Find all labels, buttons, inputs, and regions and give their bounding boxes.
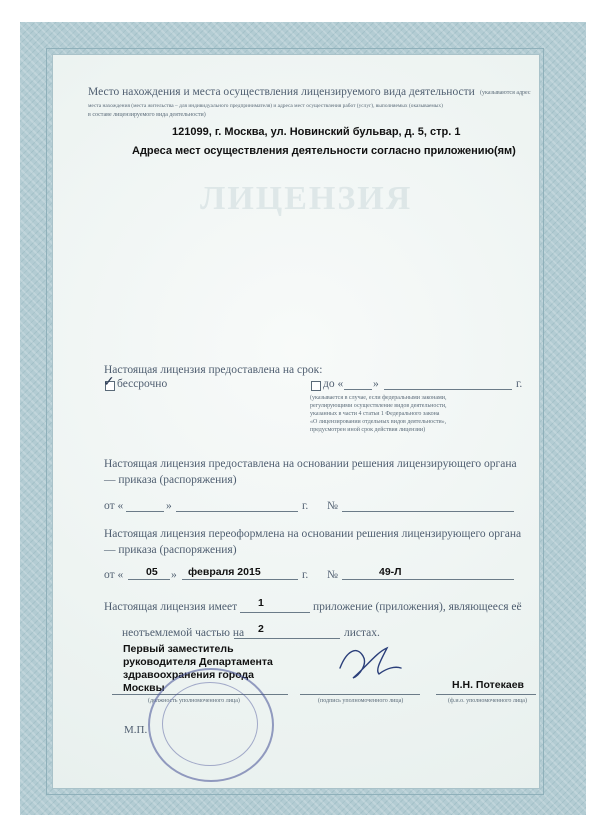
reissue-from-prefix: от « — [104, 569, 124, 581]
reissue-month-year: февраля 2015 — [188, 566, 261, 578]
term-note-2: регулирующими осуществление видов деятельности, — [310, 403, 447, 409]
reissue-year-suffix: г. — [302, 569, 309, 581]
basis-number-label: № — [327, 500, 338, 512]
signatory-position-4: Москвы — [123, 682, 165, 694]
addresses-note: Адреса мест осуществления деятельности согласно приложению(ям) — [132, 145, 516, 157]
reissue-month-line — [182, 579, 298, 580]
until-checkbox[interactable] — [311, 381, 321, 391]
basis-day-line — [126, 511, 164, 512]
reissue-number-line — [342, 579, 514, 580]
license-address: 121099, г. Москва, ул. Новинский бульвар, д. 5, стр. 1 — [172, 126, 461, 138]
reissue-day-line — [128, 579, 170, 580]
until-day-line — [344, 389, 372, 390]
heading-note-3: в составе лицензируемого вида деятельности) — [88, 112, 206, 118]
attachments-sheets: 2 — [258, 623, 264, 635]
until-month-line — [384, 389, 512, 390]
reissue-line-2: — приказа (распоряжения) — [104, 544, 237, 556]
term-note-1: (указывается в случае, если федеральными законами, — [310, 395, 447, 401]
signatory-position-2: руководителя Департамента — [123, 656, 273, 668]
attachments-count-line — [240, 612, 310, 613]
term-title: Настоящая лицензия предоставлена на срок: — [104, 364, 323, 376]
reissue-line-1: Настоящая лицензия переоформлена на основании решения лицензирующего органа — [104, 528, 522, 540]
indefinite-label: бессрочно — [117, 378, 168, 390]
heading-main: Место нахождения и места осуществления лицензируемого вида деятельности — [88, 86, 475, 98]
reissue-number-label: № — [327, 569, 338, 581]
attachments-count: 1 — [258, 597, 264, 609]
attachments-line-1-prefix: Настоящая лицензия имеет — [104, 601, 238, 613]
attachments-line-2-prefix: неотъемлемой частью на — [122, 627, 245, 639]
heading-note-1: (указываются адрес — [480, 90, 531, 96]
signature — [335, 638, 405, 688]
caption-signature: (подпись уполномоченного лица) — [318, 698, 404, 704]
signatory-position-1: Первый заместитель — [123, 643, 234, 655]
basis-year-suffix: г. — [302, 500, 309, 512]
heading-note-2: места нахождения (места жительства – для индивидуального предпринимателя) и адреса мест осуществления работ (услуг), выполняемых (оказываемых) — [88, 103, 443, 109]
basis-line-1: Настоящая лицензия предоставлена на основании решения лицензирующего органа — [104, 458, 517, 470]
signatory-name: Н.Н. Потекаев — [452, 679, 524, 691]
signature-line — [300, 694, 420, 695]
basis-number-line — [342, 511, 514, 512]
reissue-from-mid: » — [171, 569, 177, 581]
attachments-sheets-line — [234, 638, 340, 639]
seal-label: М.П. — [124, 724, 148, 736]
basis-from-mid: » — [166, 500, 172, 512]
name-line — [436, 694, 536, 695]
watermark: ЛИЦЕНЗИЯ — [200, 180, 413, 217]
basis-month-line — [176, 511, 298, 512]
caption-position: (должность уполномоченного лица) — [148, 698, 240, 704]
term-note-3: указанных в части 4 статьи 1 Федерального закона — [310, 411, 440, 417]
term-note-5: предусмотрен иной срок действия лицензии) — [310, 427, 426, 433]
signatory-position-3: здравоохранения города — [123, 669, 254, 681]
checkmark-icon: ✓ — [103, 375, 115, 390]
caption-name: (ф.и.о. уполномоченного лица) — [448, 698, 527, 704]
attachments-line-1-suffix: приложение (приложения), являющееся её — [313, 601, 522, 613]
reissue-number: 49-Л — [379, 566, 402, 578]
attachments-line-2-suffix: листах. — [344, 627, 380, 639]
official-seal — [148, 668, 274, 782]
until-prefix: до « — [323, 378, 344, 390]
basis-line-2: — приказа (распоряжения) — [104, 474, 237, 486]
basis-from-prefix: от « — [104, 500, 124, 512]
reissue-day: 05 — [146, 566, 158, 578]
until-year-suffix: г. — [516, 378, 523, 390]
until-mid: » — [373, 378, 379, 390]
term-note-4: «О лицензировании отдельных видов деятельности», — [310, 419, 447, 425]
